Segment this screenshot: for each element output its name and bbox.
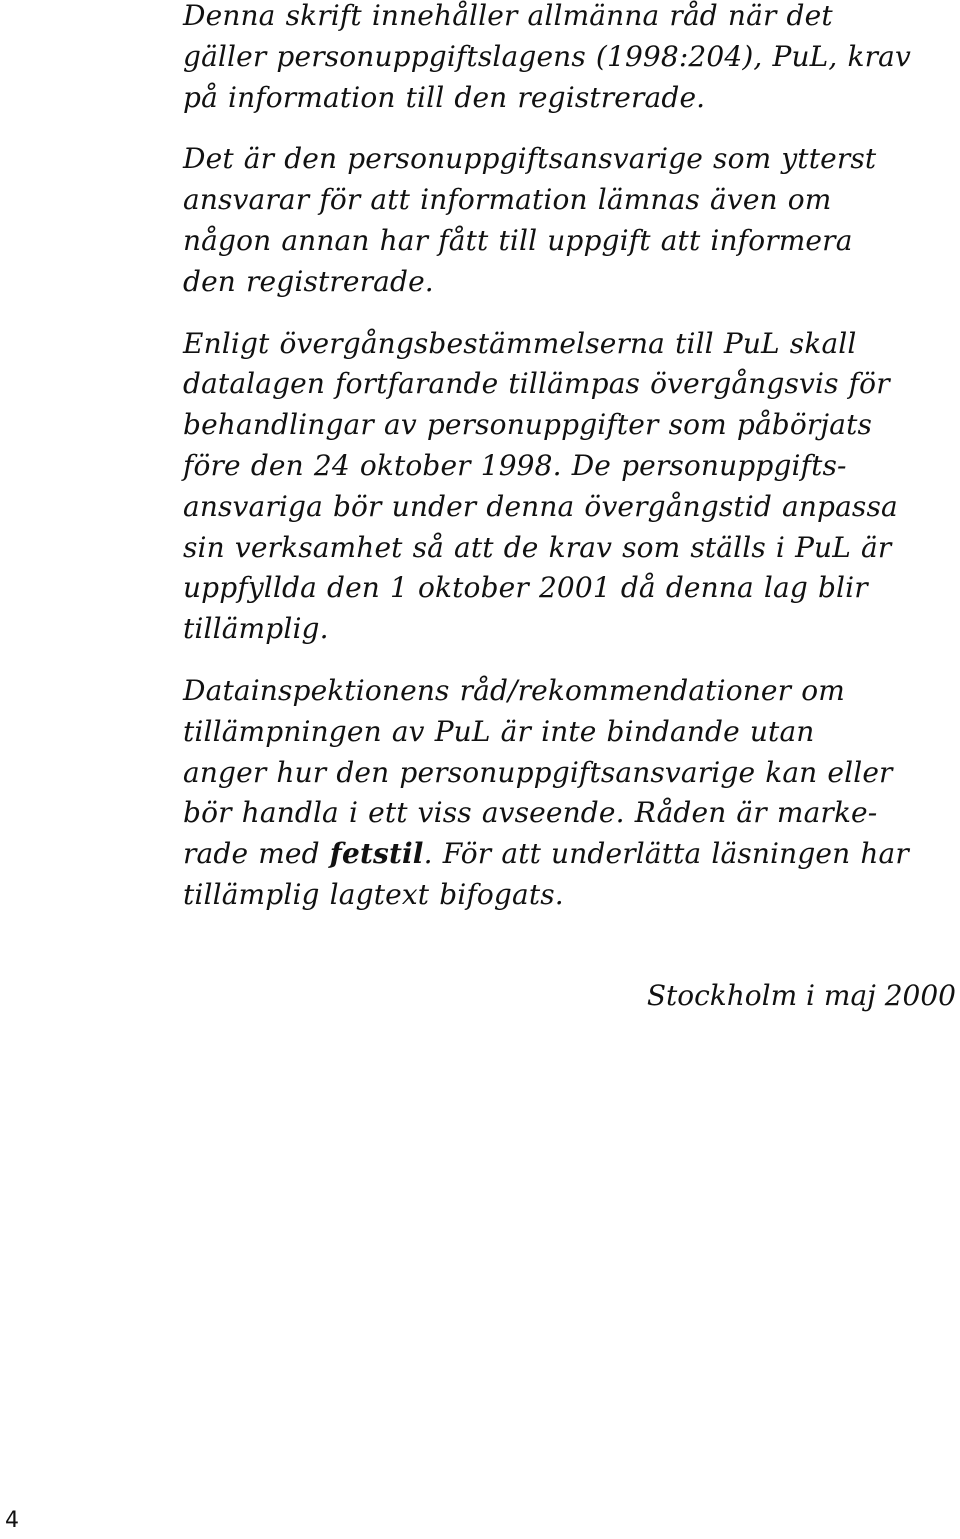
paragraph-responsibility	[183, 139, 953, 302]
page-number: 4	[5, 1508, 19, 1533]
text-line: på information till den registrerade.	[183, 80, 706, 114]
text-line: den registrerade.	[183, 264, 434, 298]
text-line: tillämplig.	[183, 612, 329, 646]
text-line: sin verksamhet så att de krav som ställs i PuL är	[183, 530, 892, 564]
signoff-place-date: Stockholm i maj 2000	[646, 979, 956, 1012]
text-line: Denna skrift innehåller allmänna råd när det	[183, 0, 833, 32]
text-line: behandlingar av personuppgifter som påbörjats	[183, 408, 873, 442]
text-segment: . För att underlätta läsningen har	[423, 837, 909, 871]
text-line-with-bold	[183, 834, 953, 875]
bold-term: fetstil	[329, 837, 424, 871]
text-line: tillämplig lagtext bifogats.	[183, 877, 564, 911]
text-line: uppfyllda den 1 oktober 2001 då denna lag blir	[183, 571, 868, 605]
body-text	[183, 0, 953, 916]
text-line: Enligt övergångsbestämmelserna till PuL skall	[183, 326, 857, 360]
text-line: Datainspektionens råd/rekommendationer om	[183, 673, 845, 707]
text-line: före den 24 oktober 1998. De personuppgifts-	[183, 448, 847, 482]
text-line: ansvariga bör under denna övergångstid anpassa	[183, 489, 898, 523]
text-line: datalagen fortfarande tillämpas övergångsvis för	[183, 367, 890, 401]
text-line: Det är den personuppgiftsansvarige som ytterst	[183, 142, 877, 176]
text-segment: rade med	[183, 837, 330, 871]
text-line: anger hur den personuppgiftsansvarige kan eller	[183, 755, 893, 789]
paragraph-intro	[183, 0, 953, 118]
text-line: ansvarar för att information lämnas även om	[183, 183, 832, 217]
text-line: bör handla i ett viss avseende. Råden är marke-	[183, 796, 878, 830]
text-line: gäller personuppgiftslagens (1998:204), PuL, krav	[183, 39, 911, 73]
paragraph-transition-rules	[183, 324, 953, 650]
text-line: tillämpningen av PuL är inte bindande utan	[183, 714, 815, 748]
paragraph-recommendations	[183, 671, 953, 916]
text-line: någon annan har fått till uppgift att informera	[183, 223, 853, 257]
